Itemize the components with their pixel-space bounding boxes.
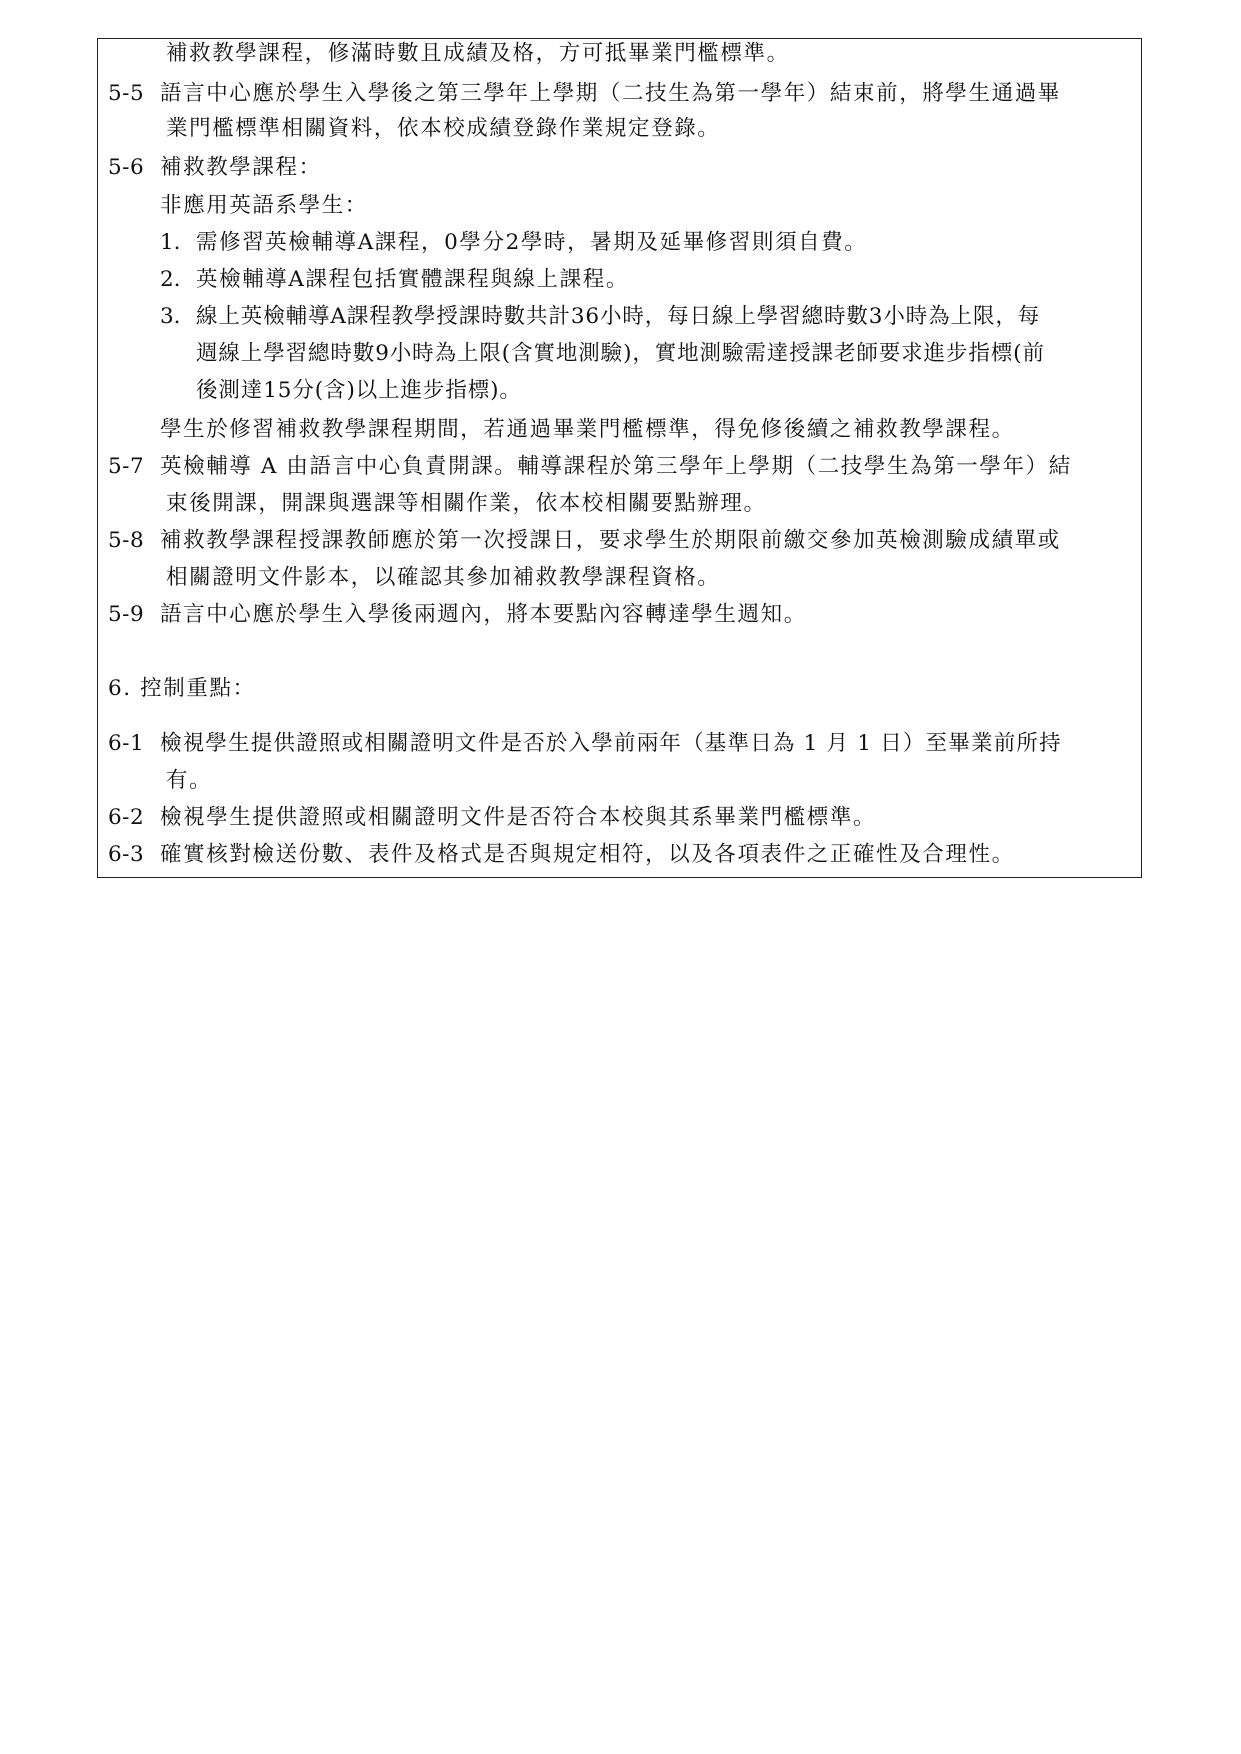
sub-item-3-line2: 週線上學習總時數9小時為上限(含實地測驗)，實地測驗需達授課老師要求進步指標(前 [196,341,1045,366]
sub-item-2-number: 2. [160,267,181,292]
intro-line: 補救教學課程，修滿時數且成績及格，方可抵畢業門檻標準。 [166,41,790,66]
item-5-8-line2: 相關證明文件影本，以確認其參加補救教學課程資格。 [166,565,721,590]
sub-item-1-number: 1. [160,230,181,255]
item-6-1-number: 6-1 [108,731,145,756]
item-6-3-number: 6-3 [108,842,145,867]
item-5-9-line1: 語言中心應於學生入學後兩週內，將本要點內容轉達學生週知。 [160,602,807,627]
item-6-1-line1: 檢視學生提供證照或相關證明文件是否於入學前兩年（基準日為 1 月 1 日）至畢業前所持 [160,731,1062,756]
item-5-6-subheading: 非應用英語系學生： [160,193,368,218]
item-5-6-number: 5-6 [108,155,145,180]
item-5-9-number: 5-9 [108,602,145,627]
item-5-5-line1: 語言中心應於學生入學後之第三學年上學期（二技生為第一學年）結束前，將學生通過畢 [160,81,1061,106]
item-5-5-line2: 業門檻標準相關資料，依本校成績登錄作業規定登錄。 [166,116,721,141]
item-5-7-line2: 束後開課，開課與選課等相關作業，依本校相關要點辦理。 [166,491,767,516]
item-6-1-line2: 有。 [166,768,213,793]
sub-item-3-number: 3. [160,304,181,329]
item-5-8-number: 5-8 [108,528,145,553]
sub-item-2-line1: 英檢輔導A課程包括實體課程與線上課程。 [196,267,629,292]
item-5-6-title: 補救教學課程： [160,155,322,180]
item-5-5-number: 5-5 [108,81,145,106]
sub-item-3-line3: 後測達15分(含)以上進步指標)。 [196,378,522,403]
item-5-7-number: 5-7 [108,454,145,479]
item-6-2-line1: 檢視學生提供證照或相關證明文件是否符合本校與其系畢業門檻標準。 [160,805,877,830]
item-6-2-number: 6-2 [108,805,145,830]
item-5-8-line1: 補救教學課程授課教師應於第一次授課日，要求學生於期限前繳交參加英檢測驗成績單或 [160,528,1061,553]
sub-item-1-line1: 需修習英檢輔導A課程，0學分2學時，暑期及延畢修習則須自費。 [196,230,868,255]
item-5-6-closing: 學生於修習補救教學課程期間，若通過畢業門檻標準，得免修後續之補救教學課程。 [160,417,1015,442]
sub-item-3-line1: 線上英檢輔導A課程教學授課時數共計36小時，每日線上學習總時數3小時為上限，每 [196,304,1041,329]
item-6-3-line1: 確實核對檢送份數、表件及格式是否與規定相符，以及各項表件之正確性及合理性。 [160,842,1015,867]
section-6-heading: 6. 控制重點： [108,676,256,701]
item-5-7-line1: 英檢輔導 A 由語言中心負責開課。輔導課程於第三學年上學期（二技學生為第一學年）結 [160,454,1072,479]
